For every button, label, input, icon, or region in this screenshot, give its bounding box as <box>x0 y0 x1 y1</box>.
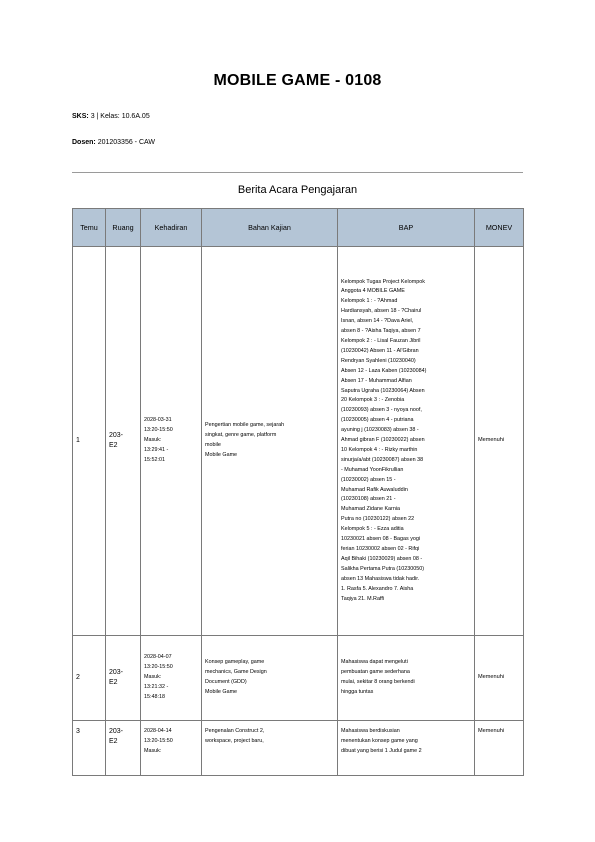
cell-bap: Kelompok Tugas Project Kelompok Anggota 4 MOBILE GAME Kelompok 1 : - ?Ahmad Hardiansyah, absen 18 - ?Chairul Isnan, absen 14 - ?Dava Ariel, absen 8 - ?Aisha Taqiya, absen 7 Kelompok 2 : - Lisal Fauzan Jibril (10230042) Absen 11 - Al'Gibran Rendryan Syahleni (10230040) Absen 12 - Laza Kaben (10230084) Absen 17 - Muhammad Alfian Saputra Ugraha (10230064) Absen 20 Kelompok 3 : - Zenobia (10230093) absen 3 - nyoya noof, (10230005) absen 4 - putriana ayuning j (10230083) absen 38 - Ahmad gibran F (10230022) absen 10 Kelompok 4 : - Rizky marthin sinurja/a/abt (10230087) absen 38 - Muhamad YoonFikrullian (10230002) absen 15 - Muhamad Rafik Auwaluddin (10230108) absen 21 - Muhamad Zidane Karnia Putra no (10230122) absen 22 Kelompok 5 : - Ezza aditia 10230021 absen 08 - Bagas yogi ferian 10230002 absen 02 - Rifqi Aqil Bihaki (10230029) absen 08 - Salikha Pertama Putra (10230050) absen 13 Mahasiswa tidak hadir. 1. Rasfa 5. Alexandro 7. Aisha Taqiya 21. M.Raffi <box>338 247 475 636</box>
document-title: MOBILE GAME - 0108 <box>213 72 382 89</box>
cell-bahan-kajian: Pengenalan Construct 2, workspace, project baru, <box>202 721 338 776</box>
cell-kehadiran: 2028-04-14 13:20-15:50 Masuk: <box>141 721 202 776</box>
dosen-value: 201203356 - CAW <box>97 139 156 146</box>
header-divider <box>72 172 523 173</box>
table-row <box>73 721 524 776</box>
column-header-bahan-kajian: Bahan Kajian <box>202 209 338 247</box>
cell-temu: 3 <box>73 721 106 776</box>
cell-temu: 2 <box>73 636 106 721</box>
teaching-report-table <box>72 208 524 776</box>
cell-ruang: 203- E2 <box>106 721 141 776</box>
table-row <box>73 636 524 721</box>
cell-ruang: 203- E2 <box>106 247 141 636</box>
cell-kehadiran: 2028-03-31 13:20-15:50 Masuk: 13:29:41 - 15:52:01 <box>141 247 202 636</box>
cell-monev: Memenuhi <box>475 636 524 721</box>
sks-label: SKS: <box>72 113 89 120</box>
sks-class-value: 3 | Kelas: 10.6A.05 <box>90 113 150 120</box>
cell-bap: Mahasiswa berdiskusian menentukan konsep game yang dibuat yang berisi 1 Judul game 2 <box>338 721 475 776</box>
column-header-ruang: Ruang <box>106 209 141 247</box>
table-row <box>73 247 524 636</box>
column-header-bap: BAP <box>338 209 475 247</box>
column-header-kehadiran: Kehadiran <box>141 209 202 247</box>
dosen-label: Dosen: <box>72 139 96 146</box>
column-header-temu: Temu <box>73 209 106 247</box>
lecturer-info <box>72 139 155 146</box>
section-title: Berita Acara Pengajaran <box>237 184 358 196</box>
cell-kehadiran: 2028-04-07 13:20-15:50 Masuk: 13:21:32 - 15:48:18 <box>141 636 202 721</box>
cell-ruang: 203- E2 <box>106 636 141 721</box>
table-header-row <box>73 209 524 247</box>
cell-bahan-kajian: Konsep gameplay, game mechanics, Game Design Document (GDD) Mobile Game <box>202 636 338 721</box>
column-header-monev: MONEV <box>475 209 524 247</box>
cell-temu: 1 <box>73 247 106 636</box>
cell-monev: Memenuhi <box>475 247 524 636</box>
cell-bahan-kajian: Pengertian mobile game, sejarah singkat, genre game, platform mobile Mobile Game <box>202 247 338 636</box>
course-info <box>72 113 150 120</box>
cell-bap: Mahasiswa dapat mengeluti pembuatan game sederhana mulai, sekitar 8 orang berkendi hingga tuntas <box>338 636 475 721</box>
cell-monev: Memenuhi <box>475 721 524 776</box>
